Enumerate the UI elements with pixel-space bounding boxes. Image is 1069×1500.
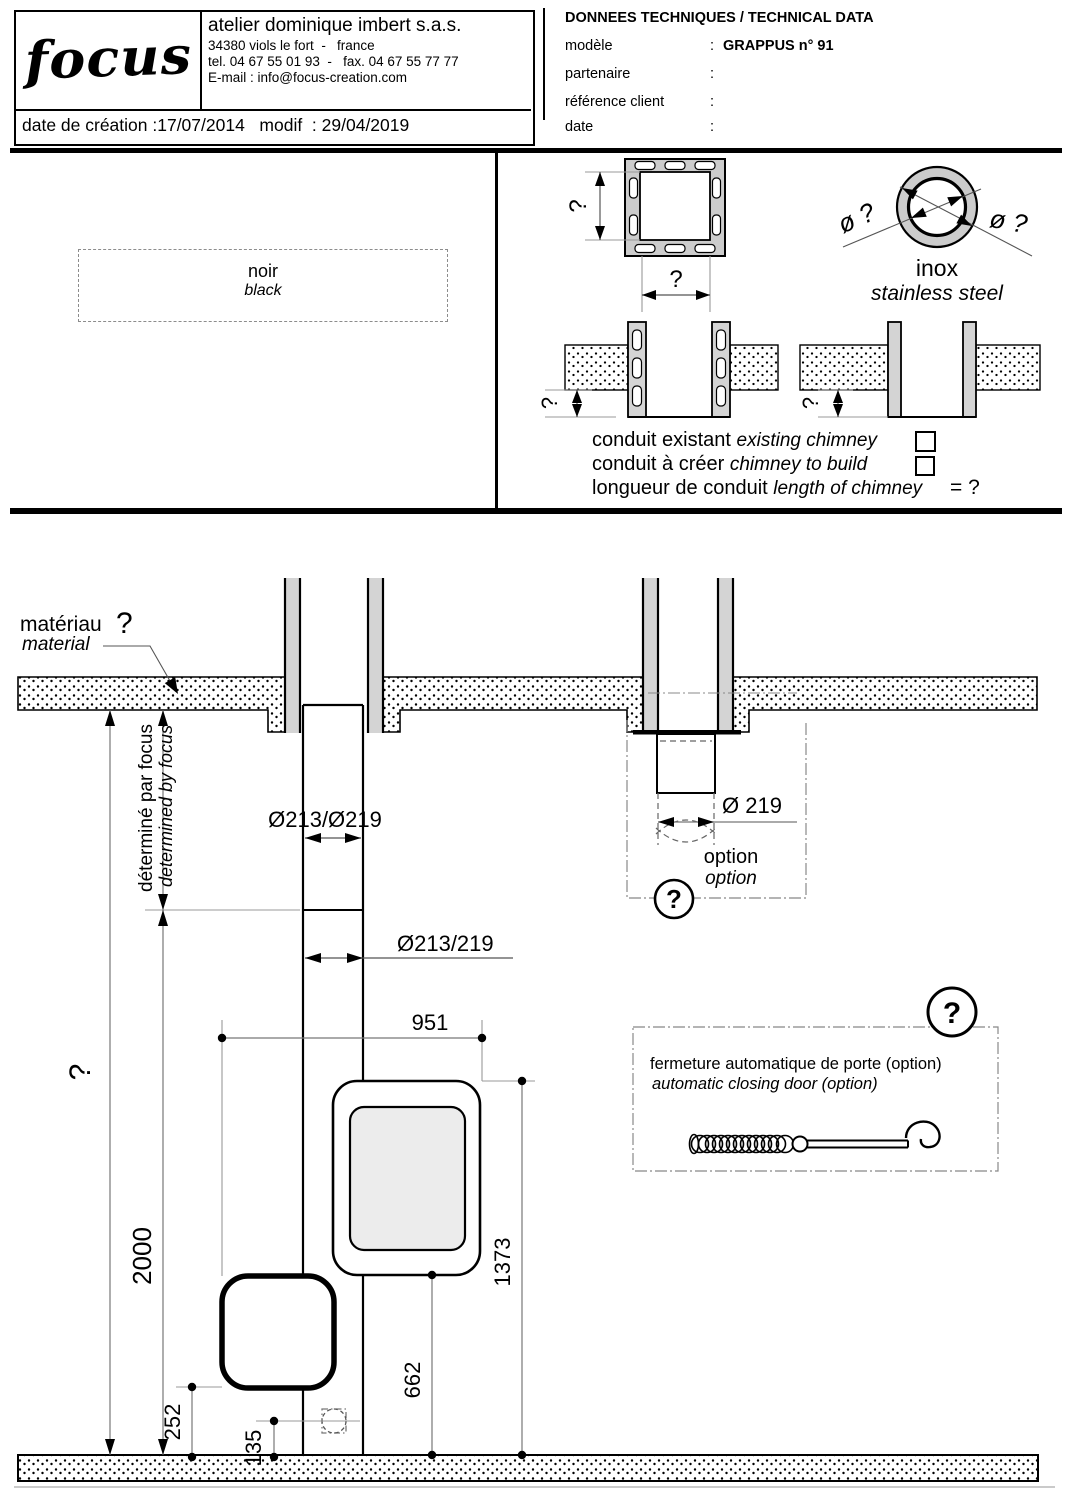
steel-flue-penetration [798, 322, 1040, 417]
existing-chimney-checkbox[interactable] [915, 431, 936, 452]
masonry-gap-dim: ? [537, 396, 562, 410]
row-label: partenaire [565, 66, 631, 82]
option-dia-label: Ø 219 [722, 793, 782, 818]
company-phone: tel. 04 67 55 01 93 - fax. 04 67 55 77 77 [208, 54, 459, 69]
chimney-to-build-checkbox[interactable] [915, 456, 935, 476]
conduit-build-line [592, 453, 867, 476]
round-dia-right-label: ø ? [987, 203, 1030, 240]
extension-lines [818, 390, 888, 417]
steel-gap-dim: ? [798, 396, 823, 410]
main-elevation-drawing [0, 515, 1069, 1500]
square-horizontal-dim: ? [669, 266, 683, 293]
row-label: référence client [565, 94, 665, 110]
dim-1373-label: 1373 [490, 1237, 515, 1287]
row-colon: : [710, 119, 715, 135]
main-flue-pipe [285, 578, 383, 733]
closing-label-en: automatic closing door (option) [652, 1075, 878, 1093]
creation-date-line: date de création :17/07/2014 modif : 29/04/2019 [22, 115, 410, 135]
conduit-existing-fr: conduit existant [592, 429, 737, 451]
focus-logo: focus [23, 25, 194, 92]
tech-row-date [565, 119, 1045, 137]
overall-height-label: ? [64, 1063, 97, 1081]
row-colon: : [710, 38, 715, 54]
dim-1373 [482, 1077, 535, 1459]
tech-row-modele [565, 38, 1045, 56]
determined-label-fr: déterminé par focus [136, 724, 157, 892]
tech-panel-border [543, 8, 545, 120]
door-closing-option [633, 988, 998, 1171]
conduit-length-line [592, 477, 922, 500]
conduit-existing-en: existing chimney [736, 430, 877, 451]
row-colon: : [710, 66, 715, 82]
header-divider-horizontal [14, 109, 531, 111]
open-firebox [222, 1276, 334, 1388]
tech-row-partenaire [565, 66, 1045, 84]
tech-data-title: DONNEES TECHNIQUES / TECHNICAL DATA [565, 10, 874, 26]
option-flue-pipe [643, 578, 733, 730]
inox-label-en: stainless steel [871, 282, 1003, 305]
lower-flue-dia-dim [305, 931, 513, 963]
company-address: 34380 viols le fort - france [208, 38, 375, 53]
masonry-flue-penetration [537, 322, 778, 417]
round-flue-section [833, 167, 1032, 305]
row-label: modèle [565, 38, 613, 54]
model-value: GRAPPUS n° 91 [723, 38, 834, 54]
row-colon: : [710, 94, 715, 110]
dim-2000 [127, 910, 168, 1455]
company-name: atelier dominique imbert s.a.s. [208, 15, 462, 36]
option-label-en: option [705, 868, 757, 889]
conduit-length-fr: longueur de conduit [592, 477, 774, 499]
option-label-fr: option [703, 846, 759, 868]
finish-box [78, 249, 448, 322]
spring-hook-tool [690, 1122, 940, 1154]
dim-2000-label: 2000 [127, 1227, 157, 1285]
determined-label-en: determined by focus [156, 724, 176, 888]
upper-flue-dia-dim [268, 807, 382, 843]
finish-label-en: black [244, 282, 282, 299]
overall-height-dim [64, 710, 115, 1455]
closing-label-fr: fermeture automatique de porte (option) [650, 1055, 942, 1073]
finish-label-fr: noir [247, 261, 278, 281]
conduit-length-en: length of chimney [773, 478, 923, 499]
round-dia-left-label: ø ? [833, 196, 880, 240]
dim-252 [160, 1383, 222, 1461]
dim-252-label: 252 [160, 1403, 185, 1441]
conduit-existing-line [592, 429, 877, 452]
closing-question: ? [942, 997, 962, 1030]
company-email: E-mail : info@focus-creation.com [208, 70, 408, 85]
conduit-build-en: chimney to build [729, 454, 868, 475]
option-question: ? [666, 884, 682, 914]
square-flue-section [565, 159, 725, 312]
dim-662 [400, 1271, 436, 1459]
conduit-length-value: = ? [950, 476, 980, 499]
upper-flue-dia-label: Ø213/Ø219 [268, 807, 382, 832]
dim-135-label: 135 [241, 1429, 266, 1467]
conduit-build-fr: conduit à créer [592, 453, 730, 475]
thick-rule-middle [10, 508, 1062, 514]
tech-row-reference [565, 94, 1045, 112]
dim-662-label: 662 [400, 1361, 425, 1399]
stove-body [333, 1081, 480, 1275]
row-label: date [565, 119, 594, 135]
lower-flue-dia-label: Ø213/219 [397, 931, 494, 956]
floor-slab [14, 1455, 1055, 1487]
material-label-fr: matériau [20, 613, 102, 636]
stove-glass-door [350, 1107, 465, 1250]
square-vertical-dim: ? [565, 199, 592, 213]
header-divider-vertical [200, 10, 202, 110]
dim-951-label: 951 [411, 1010, 449, 1035]
material-label-en: material [22, 634, 90, 655]
material-question: ? [116, 607, 133, 640]
inox-label-fr: inox [915, 255, 959, 281]
